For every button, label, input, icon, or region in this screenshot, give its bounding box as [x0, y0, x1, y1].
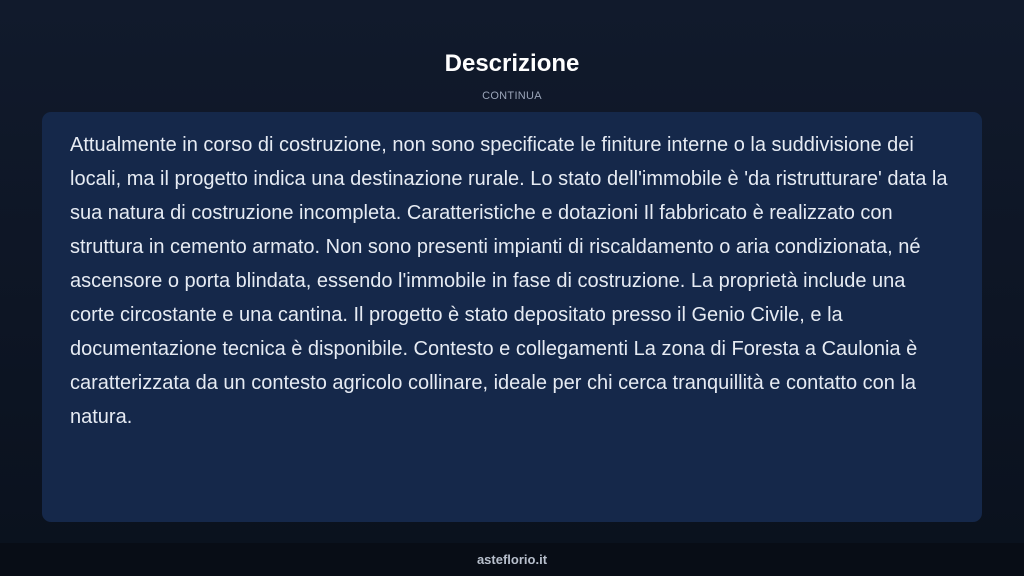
continued-label: CONTINUA: [482, 90, 542, 102]
description-text: Attualmente in corso di costruzione, non sono specificate le finiture interne o la suddivisione dei locali, ma il progetto indica una destinazione rurale. Lo stato dell'immobile è 'da ristrutturare' data la sua natura di costruzione incompleta. Caratteristiche e dotazioni Il fabbricato è realizzato con struttura in cemento armato. Non sono presenti impianti di riscaldamento o aria condizionata, né ascensore o porta blindata, essendo l'immobile in fase di costruzione. La proprietà include una corte circostante e una cantina. Il progetto è stato depositato presso il Genio Civile, e la documentazione tecnica è disponibile. Contesto e collegamenti La zona di Foresta a Caulonia è caratterizzata da un contesto agricolo collinare, ideale per chi cerca tranquillità e contatto con la natura.: [70, 134, 948, 428]
description-card: [42, 112, 982, 522]
page-title: Descrizione: [444, 50, 580, 77]
site-name: asteflorio.it: [476, 552, 548, 567]
footer-bar: [0, 543, 1024, 576]
